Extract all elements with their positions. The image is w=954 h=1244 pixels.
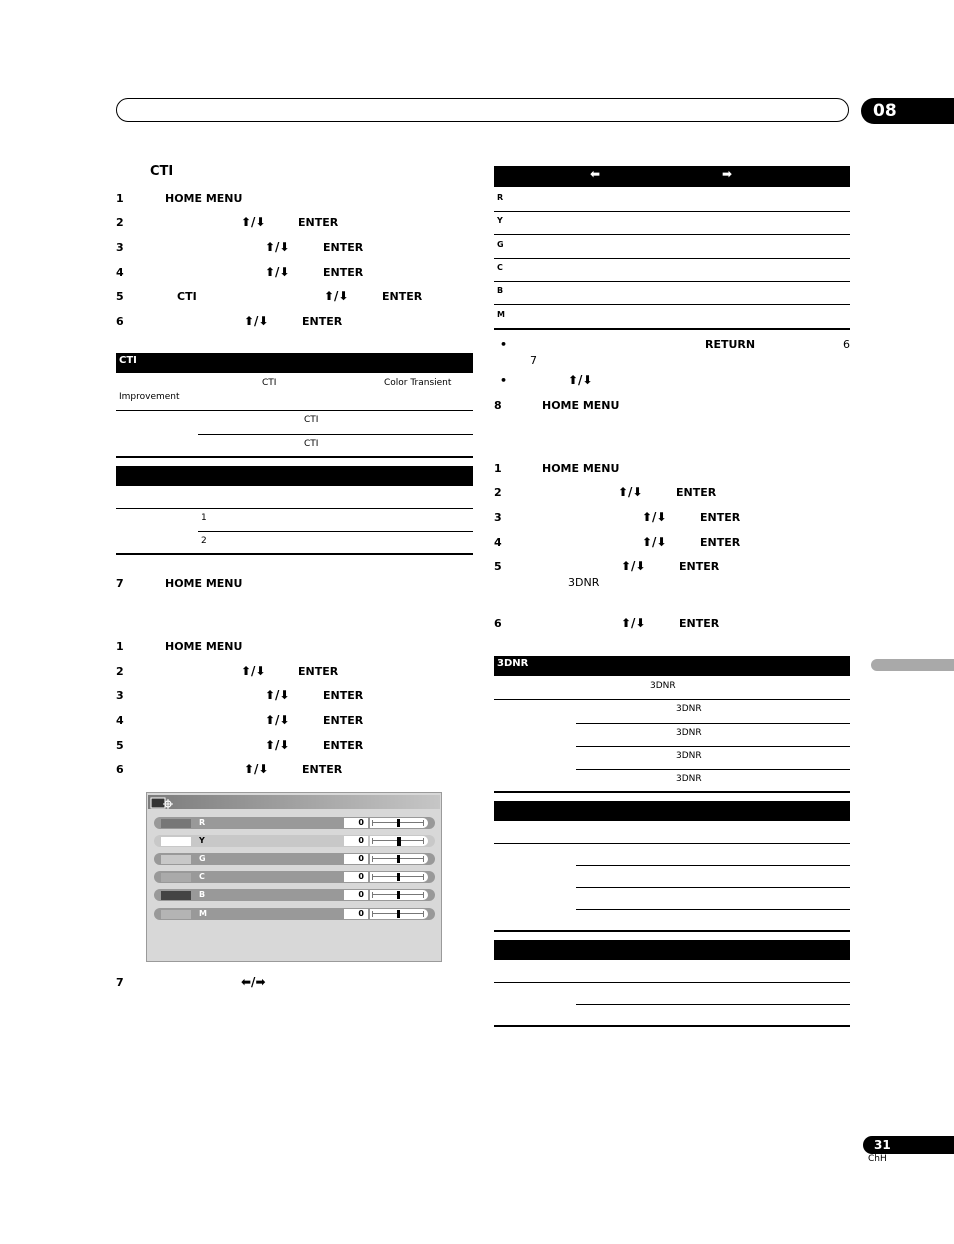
divider (116, 508, 473, 509)
divider (494, 304, 850, 305)
step-5-sub-3dnr: 3DNR (568, 576, 600, 589)
step-4-number: 4 (494, 536, 502, 549)
step-1-number: 1 (116, 192, 124, 205)
step-6-number: 6 (116, 763, 124, 776)
enter-key-label: ENTER (679, 617, 720, 630)
osd-slider[interactable] (370, 909, 428, 919)
divider (576, 769, 850, 770)
side-section-tab (871, 659, 954, 671)
step-8-number: 8 (494, 399, 502, 412)
step-4-number: 4 (116, 266, 124, 279)
step-6-number: 6 (116, 315, 124, 328)
up-down-arrows: ⬆/⬇ (241, 215, 266, 229)
divider (576, 887, 850, 888)
color-row-m: M (497, 310, 505, 319)
chapter-number-tab: 08 (861, 98, 954, 124)
color-row-b: B (497, 286, 504, 295)
osd-row-value: 0 (344, 909, 368, 919)
3dnr-row-3: 3DNR (676, 751, 702, 761)
3dnr-table-header: 3DNR (494, 656, 850, 676)
osd-row-label: M (199, 909, 207, 918)
osd-row-value: 0 (344, 890, 368, 900)
up-down-arrows: ⬆/⬇ (241, 664, 266, 678)
color-swatch (161, 873, 191, 882)
step-8-home-menu: HOME MENU (542, 399, 620, 412)
page-code: ChH (868, 1154, 887, 1164)
up-down-arrows: ⬆/⬇ (265, 713, 290, 727)
osd-row-b (154, 889, 435, 901)
osd-row-label: R (199, 818, 206, 827)
step-3-number: 3 (116, 241, 124, 254)
table2-row-2: 2 (201, 536, 207, 546)
up-down-arrows: ⬆/⬇ (621, 616, 646, 630)
up-down-arrows: ⬆/⬇ (642, 510, 667, 524)
divider (494, 930, 850, 932)
enter-key-label: ENTER (302, 763, 343, 776)
cti-row-2: CTI (304, 439, 319, 449)
divider (576, 909, 850, 910)
cti-desc-cti: CTI (262, 378, 277, 388)
up-down-arrows: ⬆/⬇ (244, 762, 269, 776)
osd-slider[interactable] (370, 818, 428, 828)
step-7-number: 7 (116, 577, 124, 590)
step-5-number: 5 (494, 560, 502, 573)
cti-row-1: CTI (304, 415, 319, 425)
table4-header (494, 801, 850, 821)
bullet-ref-6: 6 (843, 338, 850, 351)
osd-slider[interactable] (370, 854, 428, 864)
3dnr-desc: 3DNR (650, 681, 676, 691)
osd-row-label: G (199, 854, 206, 863)
osd-row-y (154, 835, 435, 847)
divider (494, 843, 850, 844)
osd-slider-thumb[interactable] (397, 891, 400, 899)
up-down-arrows: ⬆/⬇ (568, 373, 593, 387)
divider (494, 328, 850, 330)
osd-row-label: C (199, 872, 205, 881)
step-label: HOME MENU (165, 640, 243, 653)
osd-row-c (154, 871, 435, 883)
up-down-arrows: ⬆/⬇ (265, 240, 290, 254)
step-3-number: 3 (116, 689, 124, 702)
enter-key-label: ENTER (323, 689, 364, 702)
enter-key-label: ENTER (298, 665, 339, 678)
divider (494, 699, 850, 700)
cti-table-header: CTI (116, 353, 473, 373)
divider (116, 553, 473, 555)
divider (494, 1025, 850, 1027)
enter-key-label: ENTER (323, 714, 364, 727)
divider (576, 723, 850, 724)
divider (494, 234, 850, 235)
osd-slider-thumb[interactable] (397, 910, 400, 918)
bullet-dot: • (500, 374, 508, 387)
osd-row-value: 0 (344, 818, 368, 828)
osd-row-g (154, 853, 435, 865)
enter-key-label: ENTER (700, 511, 741, 524)
enter-key-label: ENTER (298, 216, 339, 229)
step-5-number: 5 (116, 290, 124, 303)
osd-slider-thumb[interactable] (397, 873, 400, 881)
step-2-number: 2 (494, 486, 502, 499)
color-swatch (161, 837, 191, 846)
color-row-y: Y (497, 216, 503, 225)
divider (494, 211, 850, 212)
bullet-return: RETURN (705, 338, 756, 351)
divider (494, 791, 850, 793)
step-3-number: 3 (494, 511, 502, 524)
osd-row-r (154, 817, 435, 829)
up-down-arrows: ⬆/⬇ (621, 559, 646, 573)
step-4-number: 4 (116, 714, 124, 727)
divider (116, 410, 473, 411)
divider (198, 434, 473, 435)
color-swatch (161, 855, 191, 864)
cti-desc-color-transient: Color Transient (384, 378, 452, 388)
osd-row-label: Y (199, 836, 205, 845)
step-label: CTI (177, 290, 197, 303)
3dnr-row-4: 3DNR (676, 774, 702, 784)
osd-title-bar (148, 795, 440, 809)
divider (494, 982, 850, 983)
step-2-number: 2 (116, 665, 124, 678)
color-swatch (161, 819, 191, 828)
osd-row-value: 0 (344, 872, 368, 882)
cti-desc-improvement: Improvement (119, 392, 180, 402)
arrow-left-icon: ⬅ (590, 167, 601, 181)
step-6-number: 6 (494, 617, 502, 630)
enter-key-label: ENTER (323, 241, 364, 254)
up-down-arrows: ⬆/⬇ (324, 289, 349, 303)
bullet-dot: • (500, 338, 508, 351)
step-1-number: 1 (494, 462, 502, 475)
color-row-c: C (497, 263, 503, 272)
color-row-r: R (497, 193, 504, 202)
up-down-arrows: ⬆/⬇ (618, 485, 643, 499)
color-swatch (161, 910, 191, 919)
osd-slider-thumb[interactable] (397, 837, 401, 846)
step-2-number: 2 (116, 216, 124, 229)
step-7-home-menu: HOME MENU (165, 577, 243, 590)
osd-slider-thumb[interactable] (397, 819, 400, 827)
divider (198, 531, 473, 532)
table5-header (494, 940, 850, 960)
color-table-header (494, 166, 850, 187)
enter-key-label: ENTER (382, 290, 423, 303)
step-1-number: 1 (116, 640, 124, 653)
chapter-header-bar (116, 98, 849, 122)
enter-key-label: ENTER (676, 486, 717, 499)
step-label: HOME MENU (165, 192, 243, 205)
bullet-ref-7: 7 (530, 354, 537, 367)
osd-slider[interactable] (370, 872, 428, 882)
up-down-arrows: ⬆/⬇ (244, 314, 269, 328)
up-down-arrows: ⬆/⬇ (642, 535, 667, 549)
enter-key-label: ENTER (302, 315, 343, 328)
enter-key-label: ENTER (323, 739, 364, 752)
divider (494, 258, 850, 259)
osd-slider[interactable] (370, 836, 428, 846)
enter-key-label: ENTER (679, 560, 720, 573)
osd-row-label: B (199, 890, 206, 899)
left-right-arrows: ⬅/➡ (241, 975, 266, 989)
divider (576, 746, 850, 747)
enter-key-label: ENTER (323, 266, 364, 279)
up-down-arrows: ⬆/⬇ (265, 688, 290, 702)
osd-row-value: 0 (344, 854, 368, 864)
3dnr-row-2: 3DNR (676, 728, 702, 738)
arrow-right-icon: ➡ (722, 167, 733, 181)
table2-header (116, 466, 473, 486)
enter-key-label: ENTER (700, 536, 741, 549)
3dnr-row-1: 3DNR (676, 704, 702, 714)
up-down-arrows: ⬆/⬇ (265, 738, 290, 752)
divider (576, 1004, 850, 1005)
osd-slider[interactable] (370, 890, 428, 900)
picture-settings-icon (150, 795, 174, 809)
osd-slider-thumb[interactable] (397, 855, 400, 863)
step-5-number: 5 (116, 739, 124, 752)
divider (116, 456, 473, 458)
color-swatch (161, 891, 191, 900)
osd-row-value: 0 (344, 836, 368, 846)
divider (576, 865, 850, 866)
step-label: HOME MENU (542, 462, 620, 475)
color-row-g: G (497, 240, 504, 249)
table2-row-1: 1 (201, 513, 207, 523)
step-7b-number: 7 (116, 976, 124, 989)
divider (494, 281, 850, 282)
osd-row-m (154, 908, 435, 920)
page-number-tab: 31 (863, 1136, 954, 1154)
up-down-arrows: ⬆/⬇ (265, 265, 290, 279)
section-title-cti: CTI (150, 164, 174, 179)
